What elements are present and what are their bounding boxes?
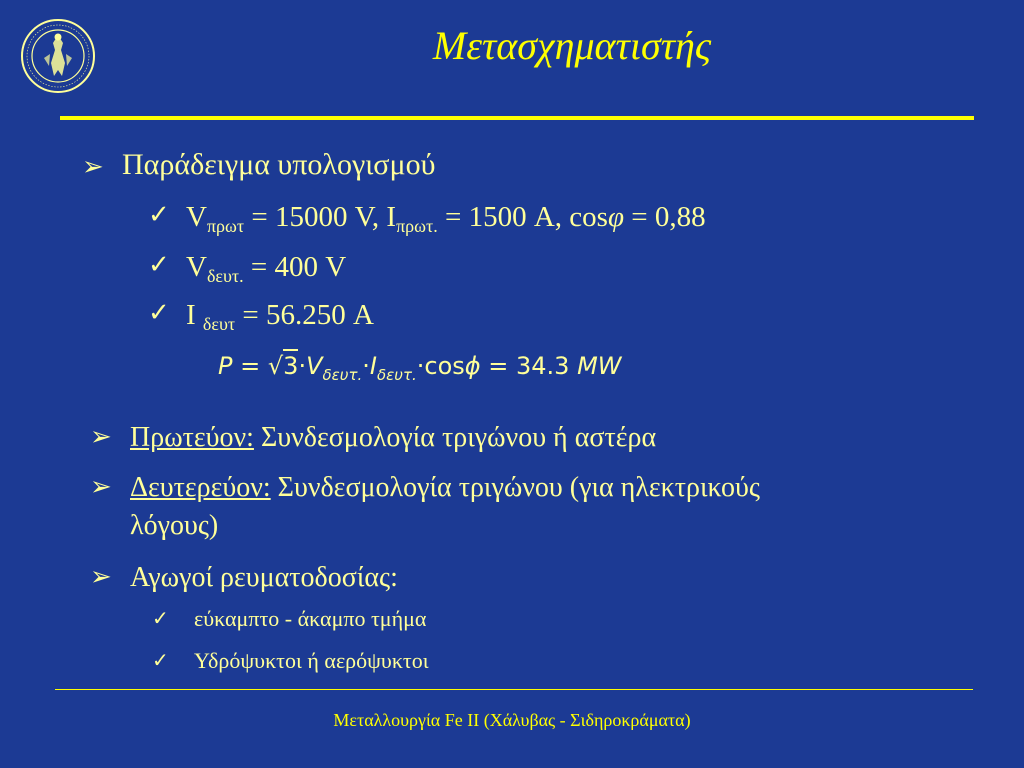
check-bullet-icon: ✓ xyxy=(152,650,169,672)
check-bullet-icon: ✓ xyxy=(148,250,170,279)
example-line-3: I $_{\delta\varepsilon\upsilon\tau}$ = 56.250 A xyxy=(186,299,374,334)
secondary-line: Δευτερεύον: Συνδεσμολογία τριγώνου (για ηλεκτρικούς xyxy=(130,472,760,503)
conductors-heading: Αγωγοί ρευματοδοσίας: xyxy=(130,562,398,593)
university-seal-logo xyxy=(20,18,96,94)
arrow-bullet-icon: ➢ xyxy=(90,472,112,501)
footer-text: Μεταλλουργία Fe II (Χάλυβας - Σιδηροκράματα) xyxy=(333,710,691,730)
slide-title: Μετασχηματιστής xyxy=(432,23,712,68)
power-formula: $P = √3\cdot V_{\delta\varepsilon\upsilon\tau.}\cdot I_{\delta\varepsilon\upsilon\tau.}\cdot\cos\phi = 34.3$ MW xyxy=(218,352,622,384)
example-heading: Παράδειγμα υπολογισμού xyxy=(122,148,436,181)
example-line-2: $V_{\delta\varepsilon\upsilon\tau.} = 400$ V xyxy=(186,251,347,286)
check-bullet-icon: ✓ xyxy=(152,608,169,630)
footer-divider xyxy=(55,689,973,690)
title-divider xyxy=(60,116,974,120)
conductor-item: Υδρόψυκτοι ή αερόψυκτοι xyxy=(194,648,429,673)
check-bullet-icon: ✓ xyxy=(148,298,170,327)
check-bullet-icon: ✓ xyxy=(148,200,170,229)
arrow-bullet-icon: ➢ xyxy=(90,562,112,591)
primary-line: Πρωτεύον: Συνδεσμολογία τριγώνου ή αστέρα xyxy=(130,422,657,453)
arrow-bullet-icon: ➢ xyxy=(82,152,104,181)
arrow-bullet-icon: ➢ xyxy=(90,422,112,451)
secondary-line-cont: λόγους) xyxy=(130,510,219,541)
conductor-item: εύκαμπτο - άκαμπο τμήμα xyxy=(194,606,427,631)
example-line-1: $V_{\pi\rho\omega\tau} = 15000$ V, $I_{\pi\rho\omega\tau.} = 1500$ A, cosφ = 0,88 xyxy=(186,201,706,236)
